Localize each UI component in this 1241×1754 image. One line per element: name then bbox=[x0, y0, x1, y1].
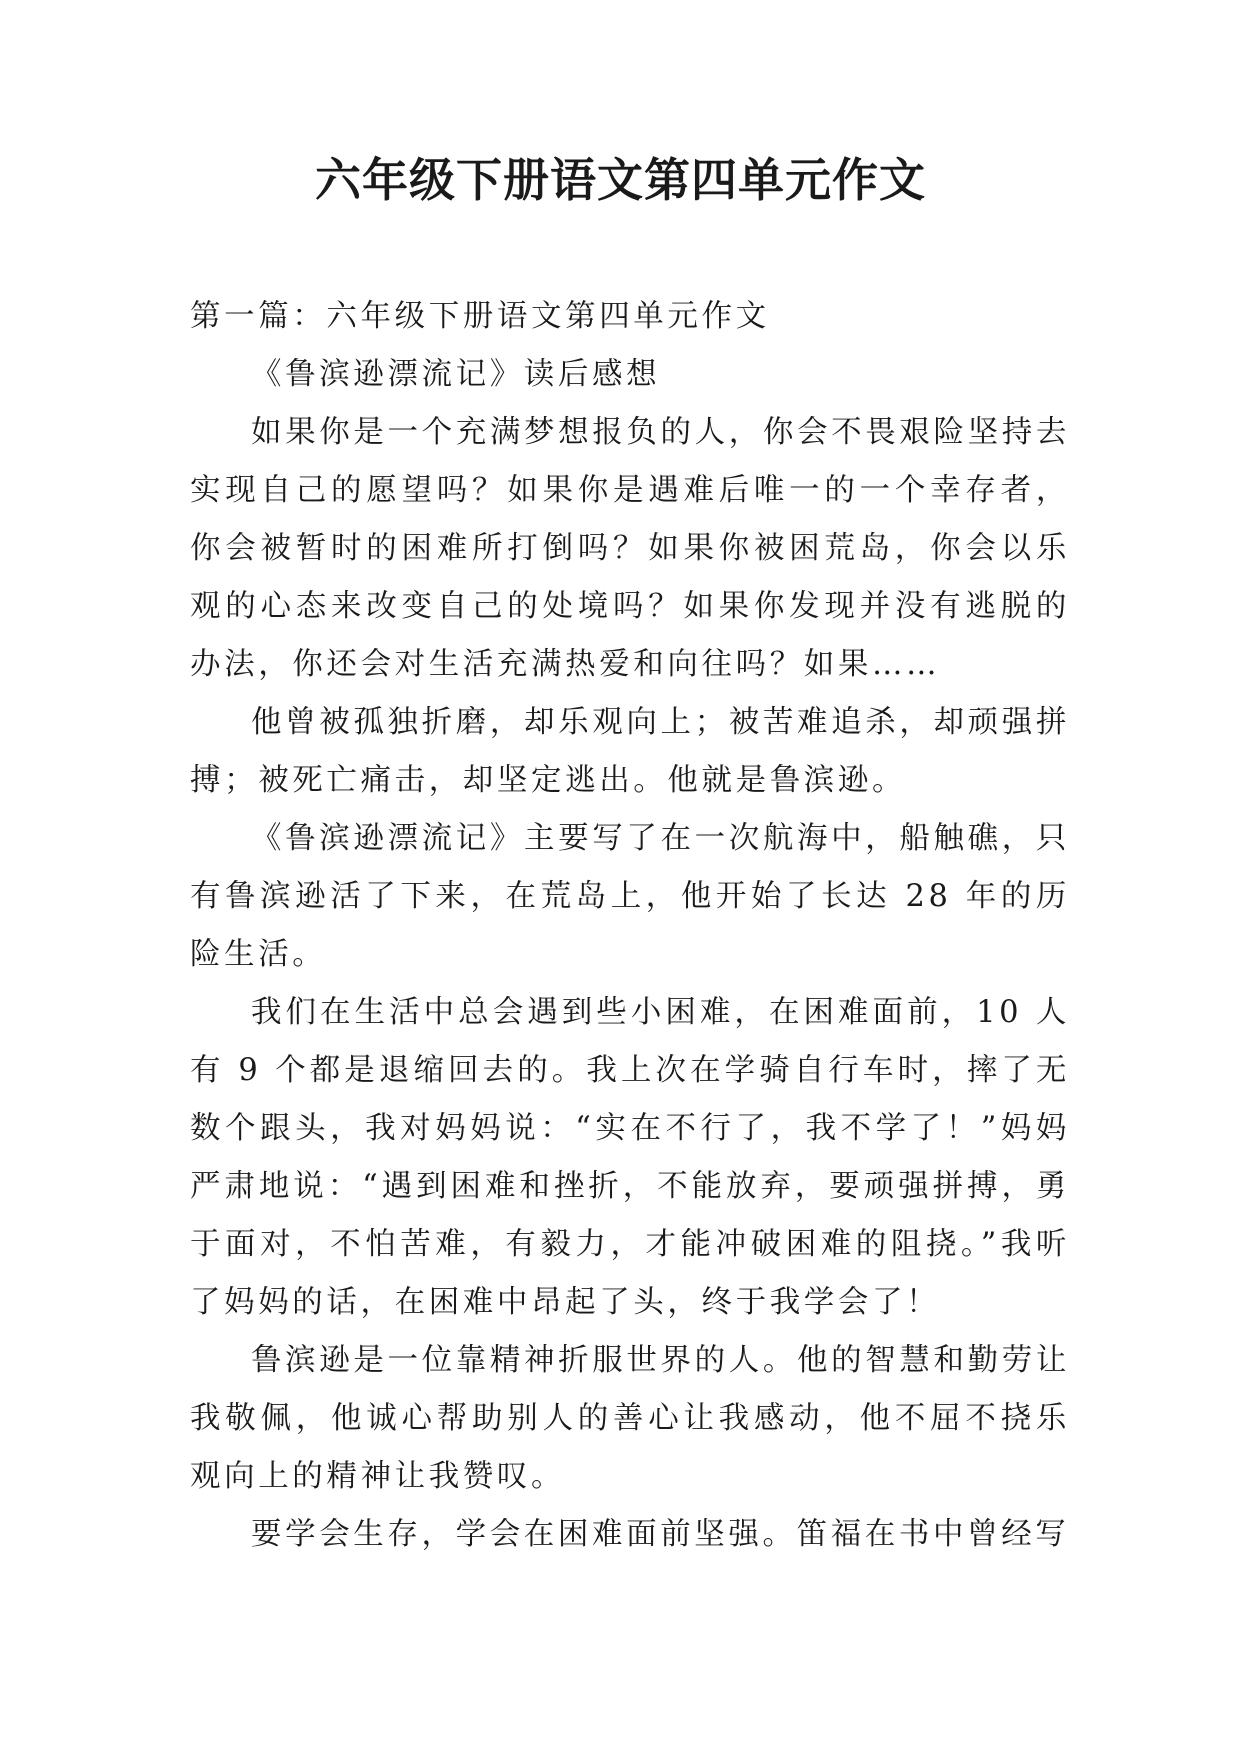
essay-subtitle: 《鲁滨逊漂流记》读后感想 bbox=[251, 357, 661, 392]
document-body bbox=[190, 288, 1070, 1564]
section-heading: 第一篇：六年级下册语文第四单元作文 bbox=[190, 299, 770, 334]
document-title: 六年级下册语文第四单元作文 bbox=[315, 153, 926, 207]
paragraph: 我们在生活中总会遇到些小困难，在困难面前，10 人有 9 个都是退缩回去的。我上次在学骑自行车时，摔了无数个跟头，我对妈妈说：“实在不行了，我不学了！”妈妈严肃地说：“遇到困难和挫折，不能放弃，要顽强拼搏，勇于面对，不怕苦难，有毅力，才能冲破困难的阻挠。”我听了妈妈的话，在困难中昂起了头，终于我学会了！ bbox=[190, 995, 1070, 1320]
paragraph: 他曾被孤独折磨，却乐观向上；被苦难追杀，却顽强拼搏；被死亡痛击，却坚定逃出。他就是鲁滨逊。 bbox=[190, 705, 1070, 798]
paragraph: 要学会生存，学会在困难面前坚强。笛福在书中曾经写 bbox=[251, 1517, 1070, 1552]
paragraph: 鲁滨逊是一位靠精神折服世界的人。他的智慧和勤劳让我敬佩，他诚心帮助别人的善心让我感动，他不屈不挠乐观向上的精神让我赞叹。 bbox=[190, 1343, 1070, 1494]
paragraph: 如果你是一个充满梦想报负的人，你会不畏艰险坚持去实现自己的愿望吗？如果你是遇难后唯一的一个幸存者，你会被暂时的困难所打倒吗？如果你被困荒岛，你会以乐观的心态来改变自己的处境吗？如果你发现并没有逃脱的办法，你还会对生活充满热爱和向往吗？如果…… bbox=[190, 415, 1070, 682]
paragraph: 《鲁滨逊漂流记》主要写了在一次航海中，船触礁，只有鲁滨逊活了下来，在荒岛上，他开始了长达 28 年的历险生活。 bbox=[190, 821, 1070, 972]
